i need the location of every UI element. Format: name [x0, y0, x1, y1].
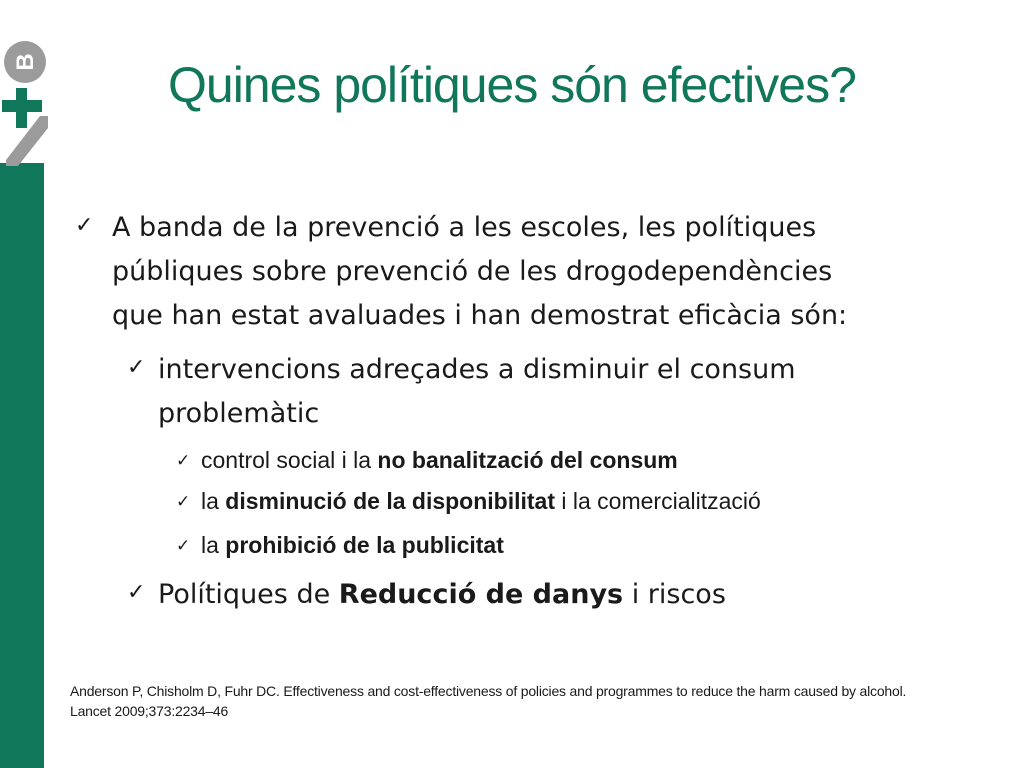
- reference-line1: Anderson P, Chisholm D, Fuhr DC. Effectiveness and cost-effectiveness of policies and programmes to reduce the harm caused by alcohol.: [70, 683, 907, 699]
- bullet-social-control-text: control social i la: [201, 447, 378, 473]
- check-icon: ✓: [176, 536, 191, 556]
- bullet-availability-bold: disminució de la disponibilitat: [225, 488, 555, 514]
- check-icon: ✓: [176, 451, 191, 471]
- bullet-harm-reduction-pre: Polítiques de: [158, 579, 339, 610]
- bullet-harm-reduction-bold: Reducció de danys: [338, 579, 624, 610]
- reference-citation: [70, 681, 906, 721]
- bullet-social-control: [201, 445, 678, 475]
- logo-icon: [0, 38, 50, 166]
- bullet-social-control-bold: no banalització del consum: [377, 447, 678, 473]
- check-icon: ✓: [75, 213, 94, 238]
- bullet-availability-post: i la comercialització: [555, 488, 761, 514]
- page-title: Quines polítiques són efectives?: [168, 57, 856, 113]
- sidebar-bar: [0, 163, 44, 768]
- bullet-advertising-pre: la: [201, 532, 226, 558]
- bullet-availability-pre: la: [201, 488, 226, 514]
- check-icon: ✓: [127, 580, 146, 605]
- reference-line2: Lancet 2009;373:2234–46: [70, 703, 229, 719]
- bullet-interventions: [158, 348, 796, 436]
- bullet-interventions-line1: intervencions adreçades a disminuir el consum: [158, 354, 796, 385]
- check-icon: ✓: [127, 355, 146, 380]
- bullet-intro: [112, 206, 847, 338]
- bullet-advertising: [201, 530, 504, 560]
- logo-letter: B: [12, 53, 39, 71]
- bullet-interventions-line2: problemàtic: [158, 398, 320, 429]
- bullet-intro-line2: públiques sobre prevenció de les drogodependències: [112, 256, 833, 287]
- bullet-harm-reduction-post: i riscos: [623, 579, 726, 610]
- bullet-intro-line1: A banda de la prevenció a les escoles, les polítiques: [112, 212, 817, 243]
- bullet-intro-line3: que han estat avaluades i han demostrat eficàcia són:: [112, 300, 848, 331]
- bullet-advertising-bold: prohibició de la publicitat: [225, 532, 504, 558]
- check-icon: ✓: [176, 492, 191, 512]
- bullet-availability: [201, 486, 761, 516]
- bullet-harm-reduction: [158, 573, 726, 617]
